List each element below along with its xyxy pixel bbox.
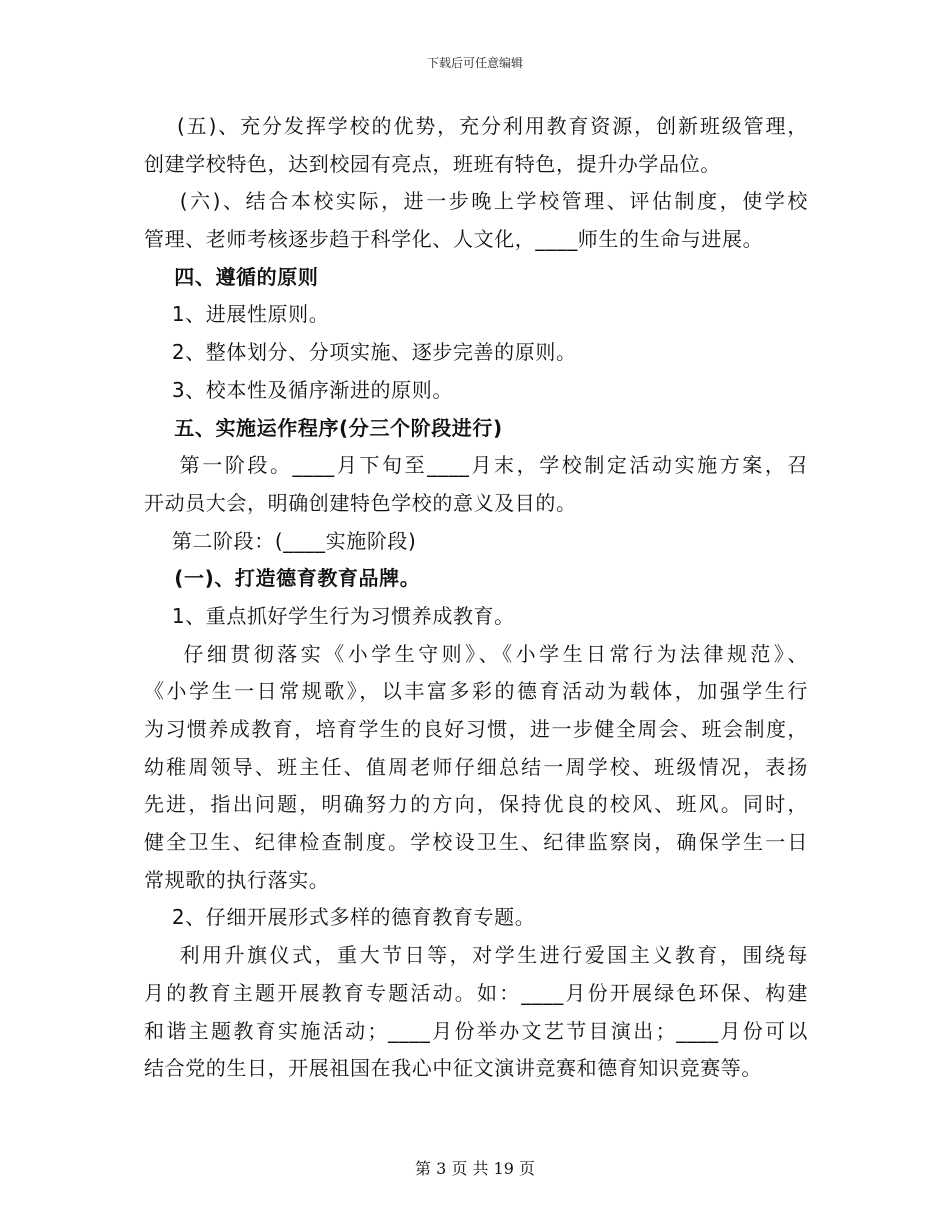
paragraph-line: 1、重点抓好学生行为习惯养成教育。 (144, 603, 515, 628)
paragraph-line: (六)、结合本校实际，进一步晚上学校管理、评估制度，使学校 (144, 189, 808, 214)
paragraph-line: 仔细贯彻落实《小学生守则》、《小学生日常行为法律规范》、 (144, 641, 808, 666)
paragraph-line: 3、校本性及循序渐进的原则。 (144, 377, 453, 402)
paragraph-line: 和谐主题教育实施活动；____月份举办文艺节目演出；____月份可以 (144, 1018, 808, 1043)
paragraph-line: 2、仔细开展形式多样的德育教育专题。 (144, 905, 536, 930)
paragraph-line: 2、整体划分、分项实施、逐步完善的原则。 (144, 340, 577, 365)
section-heading: 五、实施运作程序(分三个阶段进行) (144, 415, 503, 440)
paragraph-line: 为习惯养成教育，培育学生的良好习惯，进一步健全周会、班会制度， (144, 717, 808, 741)
section-heading: (一)、打造德育教育品牌。 (144, 566, 421, 591)
paragraph-line: 创建学校特色，达到校园有亮点，班班有特色，提升办学品位。 (144, 151, 721, 176)
paragraph-line: 管理、老师考核逐步趋于科学化、人文化，____师生的生命与进展。 (144, 227, 764, 252)
paragraph-line: 利用升旗仪式，重大节日等，对学生进行爱国主义教育，围绕每 (144, 943, 808, 968)
paragraph-line: 第一阶段。____月下旬至____月末，学校制定活动实施方案，召 (144, 453, 808, 478)
paragraph-line: 幼稚周领导、班主任、值周老师仔细总结一周学校、班级情况，表扬 (144, 754, 808, 779)
paragraph-line: 月的教育主题开展教育专题活动。如：____月份开展绿色环保、构建 (144, 980, 808, 1005)
page-header: 下载后可任意编辑 (426, 56, 523, 70)
paragraph-line: 结合党的生日，开展祖国在我心中征文演讲竞赛和德育知识竞赛等。 (144, 1056, 762, 1081)
paragraph-line: (五)、充分发挥学校的优势，充分利用教育资源，创新班级管理， (144, 114, 808, 138)
paragraph-line: 开动员大会，明确创建特色学校的意义及目的。 (144, 490, 577, 515)
page-footer: 第 3 页 共 19 页 (415, 1159, 535, 1178)
paragraph-line: 健全卫生、纪律检查制度。学校设卫生、纪律监察岗，确保学生一日 (144, 830, 808, 855)
section-heading: 四、遵循的原则 (144, 264, 319, 289)
paragraph-line: 第二阶段：(____实施阶段) (144, 528, 417, 553)
paragraph-line: 常规歌的执行落实。 (144, 867, 330, 892)
document-body (144, 108, 808, 1088)
paragraph-line: 《小学生一日常规歌》，以丰富多彩的德育活动为载体，加强学生行 (144, 679, 808, 704)
paragraph-line: 1、进展性原则。 (144, 302, 330, 327)
paragraph-line: 先进，指出问题，明确努力的方向，保持优良的校风、班风。同时， (144, 792, 808, 817)
